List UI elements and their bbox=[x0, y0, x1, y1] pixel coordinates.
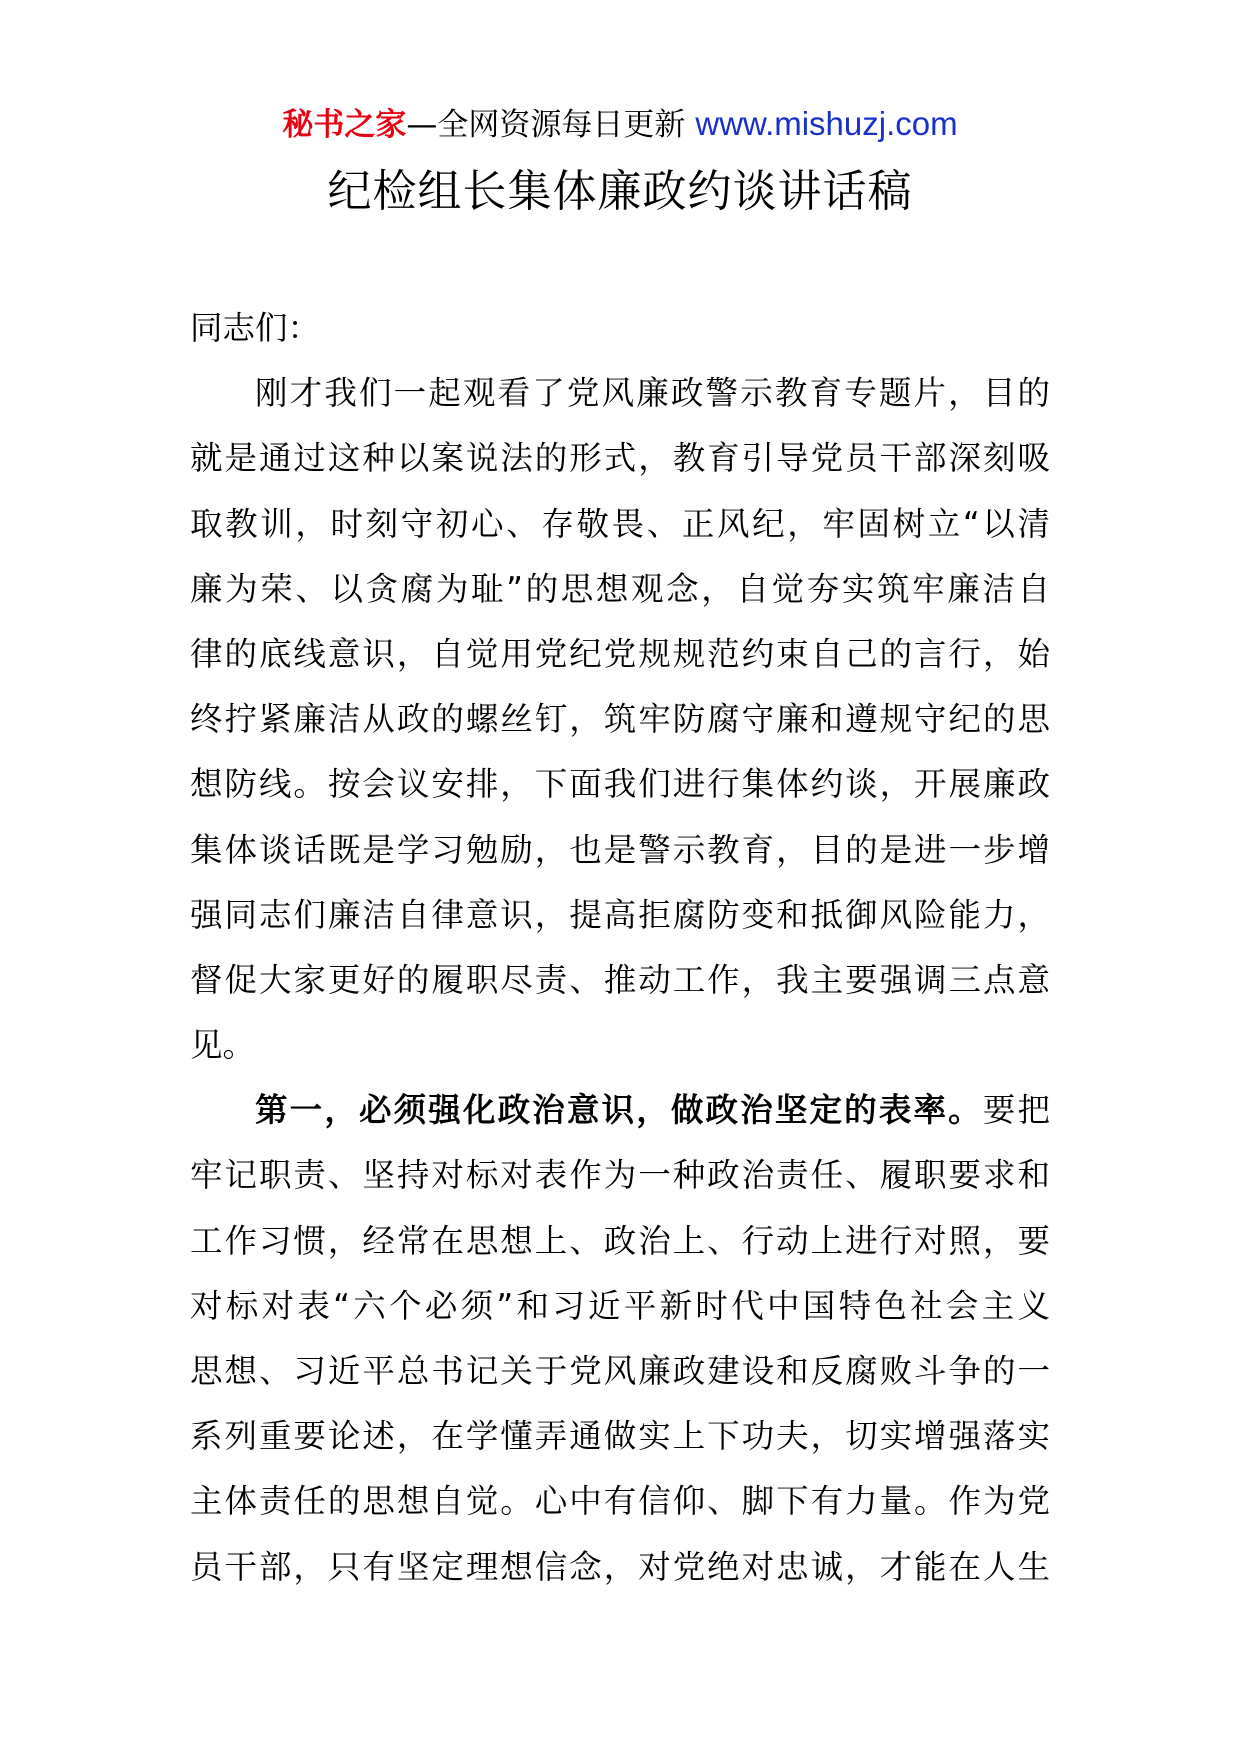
paragraph-line: 督促大家更好的履职尽责、推动工作，我主要强调三点意 bbox=[190, 960, 1050, 999]
brand-name: 秘书之家 bbox=[282, 107, 407, 143]
section-heading-rest: 要把 bbox=[982, 1091, 1050, 1130]
section-heading-line bbox=[190, 1078, 1050, 1143]
paragraph-line: 见。 bbox=[190, 1026, 256, 1065]
paragraph-line: 律的底线意识，自觉用党纪党规规范约束自己的言行，始 bbox=[190, 634, 1050, 673]
site-url[interactable]: www.mishuzj.com bbox=[695, 105, 958, 142]
header-banner bbox=[0, 104, 1240, 145]
paragraph-line: 主体责任的思想自觉。心中有信仰、脚下有力量。作为党 bbox=[190, 1482, 1050, 1521]
paragraph-line: 集体谈话既是学习勉励，也是警示教育，目的是进一步增 bbox=[190, 830, 1050, 869]
salutation: 同志们： bbox=[190, 309, 321, 347]
section-heading: 第一，必须强化政治意识，做政治坚定的表率。 bbox=[255, 1091, 983, 1130]
paragraph-line: 工作习惯，经常在思想上、政治上、行动上进行对照，要 bbox=[190, 1221, 1050, 1260]
paragraph-line: 系列重要论述，在学懂弄通做实上下功夫，切实增强落实 bbox=[190, 1417, 1050, 1456]
paragraph-line: 牢记职责、坚持对标对表作为一种政治责任、履职要求和 bbox=[190, 1156, 1050, 1195]
paragraph-line: 廉为荣、以贪腐为耻”的思想观念，自觉夯实筑牢廉洁自 bbox=[190, 569, 1050, 608]
header-tagline: —全网资源每日更新 bbox=[406, 107, 686, 143]
paragraph-line: 思想、习近平总书记关于党风廉政建设和反腐败斗争的一 bbox=[190, 1352, 1050, 1390]
paragraph-line: 强同志们廉洁自律意识，提高拒腐防变和抵御风险能力， bbox=[190, 895, 1050, 934]
paragraph-line: 对标对表“六个必须”和习近平新时代中国特色社会主义 bbox=[190, 1286, 1050, 1325]
paragraph-line: 终拧紧廉洁从政的螺丝钉，筑牢防腐守廉和遵规守纪的思 bbox=[190, 700, 1050, 739]
document-body bbox=[190, 296, 1050, 1600]
paragraph-line: 想防线。按会议安排，下面我们进行集体约谈，开展廉政 bbox=[190, 765, 1050, 804]
paragraph-line: 就是通过这种以案说法的形式，教育引导党员干部深刻吸 bbox=[190, 439, 1050, 478]
paragraph-line: 刚才我们一起观看了党风廉政警示教育专题片，目的 bbox=[255, 374, 1050, 413]
paragraph-line: 员干部，只有坚定理想信念，对党绝对忠诚，才能在人生 bbox=[190, 1547, 1050, 1586]
paragraph-line: 取教训，时刻守初心、存敬畏、正风纪，牢固树立“以清 bbox=[190, 504, 1050, 543]
document-title: 纪检组长集体廉政约谈讲话稿 bbox=[327, 166, 913, 217]
